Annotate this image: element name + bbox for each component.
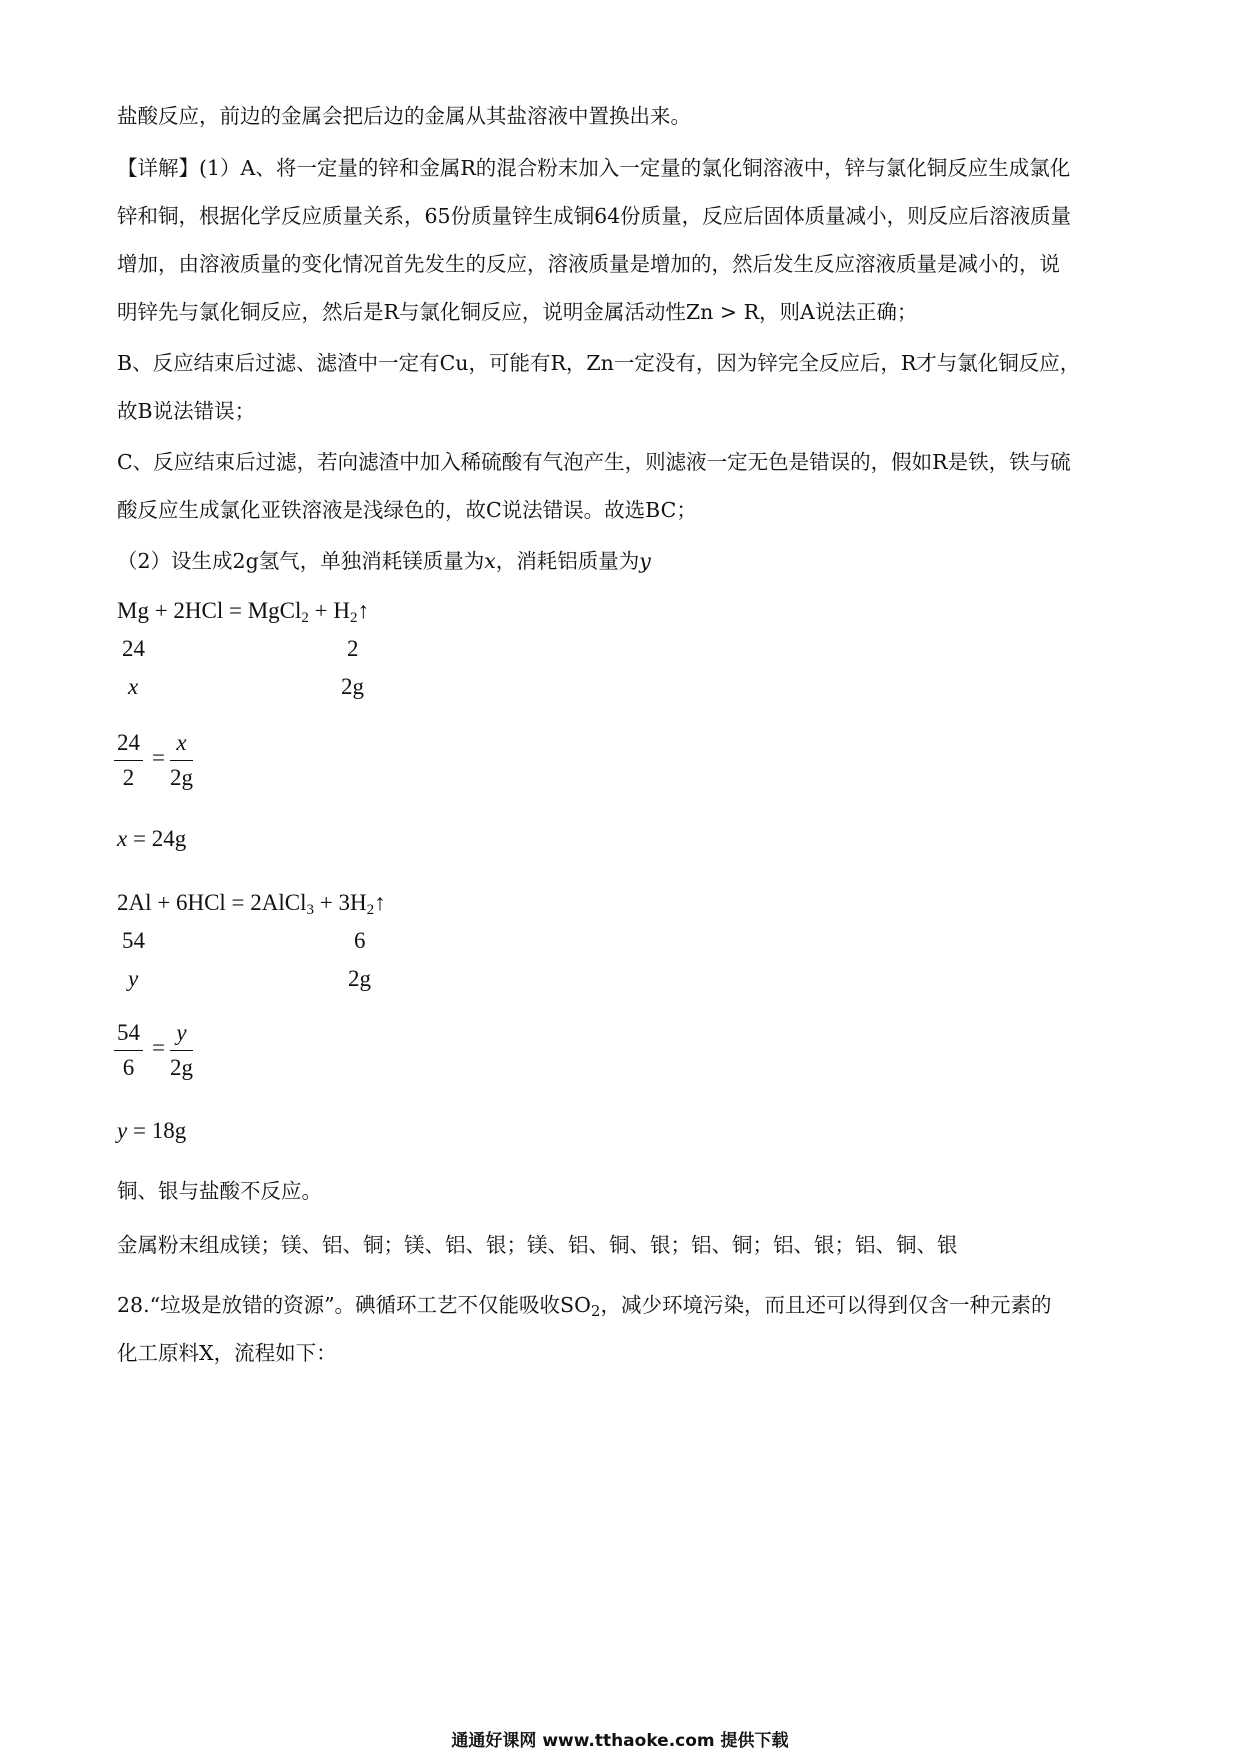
text-line: 化工原料X，流程如下： (117, 1341, 337, 1365)
text-line: 【详解】(1）A、将一定量的锌和金属R的混合粉末加入一定量的氯化铜溶液中，锌与氯化铜反应生成氯化 (117, 156, 1071, 180)
text-line: C、反应结束后过滤，若向滤渣中加入稀硫酸有气泡产生，则滤液一定无色是错误的，假如R是铁，铁与硫 (117, 450, 1071, 474)
h2-molar-mass: 6 (354, 928, 366, 953)
text-line: 酸反应生成氯化亚铁溶液是浅绿色的，故C说法错误。故选BC； (117, 498, 697, 522)
mg-molar-mass: 24 (122, 636, 145, 661)
fraction-right: $\frac{x}{2g}$ (170, 726, 193, 795)
h2-mass: 2g (341, 674, 364, 699)
al-variable: y (128, 966, 139, 991)
mg-variable: x (128, 674, 139, 699)
text-span: ，消耗铝质量为 (495, 549, 640, 573)
h2-molar-mass: 2 (347, 636, 359, 661)
fraction-left: $\frac{54}{6}$ (114, 1016, 143, 1085)
text-span: （2）设生成2g氢气，单独消耗镁质量为 (117, 549, 485, 573)
question-28: 28.“垃圾是放错的资源”。碘循环工艺不仅能吸收$SO_2$，减少环境污染，而且还可以得到仅含一种元素的 (117, 1293, 1052, 1320)
text-line: B、反应结束后过滤、滤渣中一定有Cu，可能有R，Zn一定没有，因为锌完全反应后，R才与氯化铜反应， (117, 351, 1081, 375)
page-footer: 通通好课网 www.tthaoke.com 提供下载 (451, 1731, 789, 1751)
text-line: 增加，由溶液质量的变化情况首先发生的反应，溶液质量是增加的，然后发生反应溶液质量是减小的，说 (117, 252, 1060, 276)
text-line: 盐酸反应，前边的金属会把后边的金属从其盐溶液中置换出来。 (117, 104, 691, 128)
text-line: 金属粉末组成镁；镁、铝、铜；镁、铝、银；镁、铝、铜、银；铝、铜；铝、银；铝、铜、银 (117, 1233, 958, 1257)
variable-x: x (484, 549, 496, 573)
text-line: 锌和铜，根据化学反应质量关系，65份质量锌生成铜64份质量，反应后固体质量减小，则反应后溶液质量 (117, 204, 1072, 228)
mg-equation: Mg + 2HCl = MgCl$_2$ + $H_2↑$ (117, 598, 370, 626)
equals-sign: = (152, 1035, 165, 1060)
text-line (117, 548, 1127, 574)
text-line: 铜、银与盐酸不反应。 (117, 1179, 322, 1203)
al-molar-mass: 54 (122, 928, 145, 953)
equals-sign: = (152, 745, 165, 770)
mg-result: x = 24g (117, 826, 187, 851)
fraction-left: $\frac{24}{2}$ (114, 726, 143, 795)
text-line: 故B说法错误； (117, 399, 256, 423)
variable-y: y (639, 549, 651, 573)
text-line: 明锌先与氯化铜反应，然后是R与氯化铜反应，说明金属活动性Zn > R，则A说法正确； (117, 300, 918, 324)
al-equation: 2Al + 6HCl = 2AlCl$_3$ + $3H_2↑$ (117, 890, 386, 918)
al-result: y = 18g (117, 1118, 187, 1143)
h2-mass: 2g (348, 966, 371, 991)
fraction-right: $\frac{y}{2g}$ (170, 1016, 193, 1085)
